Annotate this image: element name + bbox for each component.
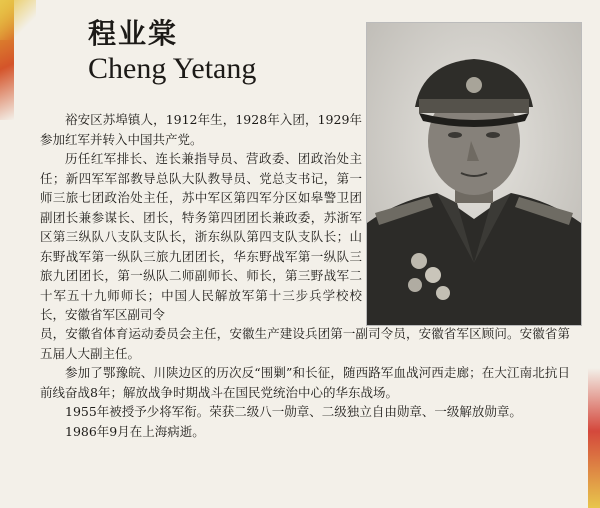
biography-top xyxy=(40,110,362,325)
bio-paragraph-origin: 裕安区苏埠镇人，1912年生，1928年入团，1929年参加红军并转入中国共产党。 xyxy=(40,112,362,147)
biography-bottom xyxy=(40,324,570,441)
corner-decoration-accent xyxy=(0,0,36,40)
name-chinese: 程业棠 xyxy=(88,17,179,50)
edge-decoration xyxy=(588,368,600,508)
bio-paragraph-death: 1986年9月在上海病逝。 xyxy=(65,423,205,439)
bio-paragraph-career: 历任红军排长、连长兼指导员、营政委、团政治处主任；新四军军部教导总队大队教导员、党总支书记，第一师三旅七团政治处主任，苏中军区第四军分区如皋警卫团副团长兼参谋长、团长，特务第四团团长兼政委，苏浙军区第三纵队八支队支队长，浙东纵队第四支队支队长；山东野战军第一纵队三旅九团团长，华东野战军第一纵队三旅九团团长，第一纵队二师副师长、师长，第三野战军二十军五十九师师长；中国人民解放军第十三步兵学校校长，安徽省军区副司令 xyxy=(40,151,362,322)
name-english: Cheng Yetang xyxy=(88,52,257,85)
portrait-photo xyxy=(366,22,582,326)
title-block xyxy=(88,18,256,86)
bio-paragraph-honors: 1955年被授予少将军衔。荣获二级八一勋章、二级独立自由勋章、一级解放勋章。 xyxy=(65,404,522,419)
bio-paragraph-career-cont: 员，安徽省体育运动委员会主任，安徽生产建设兵团第一副司令员，安徽省军区顾问。安徽省第五届人大副主任。 xyxy=(40,326,570,361)
bio-paragraph-campaigns: 参加了鄂豫皖、川陕边区的历次反“围剿”和长征，随西路军血战河西走廊；在大江南北抗日前线奋战8年；解放战争时期战斗在国民党统治中心的华东战场。 xyxy=(40,365,570,400)
